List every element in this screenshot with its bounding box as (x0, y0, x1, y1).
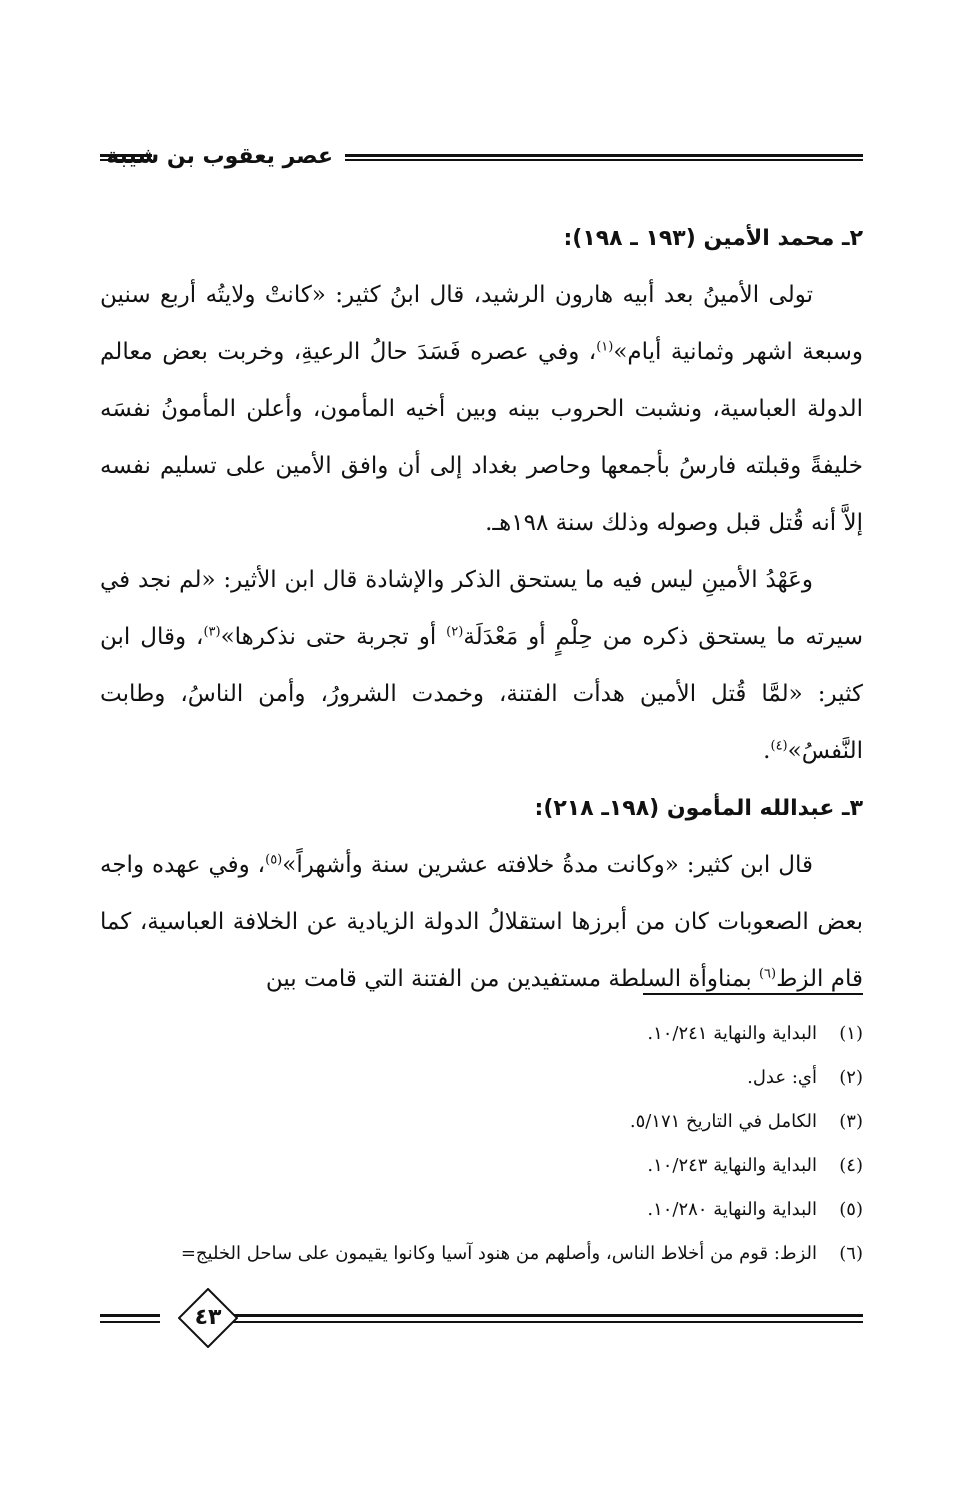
footnote-ref-1[interactable]: (١) (596, 339, 614, 355)
main-text (100, 210, 863, 1008)
header-rule-left (100, 154, 152, 161)
footer-rule-left (100, 1314, 160, 1323)
page-footer (100, 1288, 863, 1358)
footnote-item (100, 1100, 863, 1144)
paragraph-text: وعَهْدُ الأمينِ ليس فيه ما يستحق الذكر والإشادة قال ابن الأثير: «لم نجد في سيرته ما يستحق ذكره من حِلْمٍ أو مَعْدَلَة (100, 567, 863, 650)
running-header-title: عصر يعقوب بن شيبة (106, 144, 333, 169)
footnote-number: (١) (839, 1023, 863, 1044)
page-number: ٤٣ (194, 1305, 222, 1330)
footnote-item (100, 1144, 863, 1188)
footer-rule-right (233, 1314, 863, 1323)
footnote-ref-3[interactable]: (٣) (203, 624, 221, 640)
footnote-text: أي: عدل. (747, 1067, 817, 1088)
footnote-number: (٣) (839, 1111, 863, 1132)
footnotes (100, 1012, 863, 1276)
footnote-item (100, 1232, 863, 1276)
footnote-separator (643, 993, 863, 995)
footnote-number: (٢) (839, 1067, 863, 1088)
paragraph-text: . (763, 738, 771, 764)
footnote-text: البداية والنهاية ١٠/٢٨٠. (647, 1199, 817, 1220)
footnote-item (100, 1056, 863, 1100)
paragraph-text: ، وقال ابن كثير: «لمَّا قُتل الأمين هدأت الفتنة، وخمدت الشرورُ، وأمن الناسُ، وطابت النَّفسُ» (100, 624, 863, 764)
footnote-item (100, 1012, 863, 1056)
paragraph-text: ، وفي عصره فَسَدَ حالُ الرعيةِ، وخربت بعض معالم الدولة العباسية، ونشبت الحروب بينه وبين أخيه المأمون، وأعلن المأمونُ نفسَه خليفةً وقبلته فارسُ بأجمعها وحاصر بغداد إلى أن وافق الأمين على تسليم نفسه إلاَّ أنه قُتل قبل وصوله وذلك سنة ١٩٨هـ. (100, 339, 863, 536)
footnote-number: (٥) (839, 1199, 863, 1220)
section-heading-al-amin: ٢ـ محمد الأمين (١٩٣ ـ ١٩٨): (563, 226, 863, 251)
footnote-text: الزط: قوم من أخلاط الناس، وأصلهم من هنود آسيا وكانوا يقيمون على ساحل الخليج= (180, 1243, 817, 1264)
paragraph-al-amin-reign (100, 267, 863, 552)
paragraph-text: أو تجربة حتى نذكرها» (220, 624, 447, 650)
footnote-ref-4[interactable]: (٤) (770, 738, 788, 754)
running-header (100, 142, 863, 176)
header-rule-right (345, 154, 863, 161)
paragraph-text: قال ابن كثير: «وكانت مدةُ خلافته عشرين سنة وأشهراً» (282, 852, 813, 878)
footnote-ref-5[interactable]: (٥) (265, 852, 283, 868)
footnote-item (100, 1188, 863, 1232)
footnote-text: الكامل في التاريخ ٥/١٧١. (629, 1111, 817, 1132)
footnote-number: (٦) (839, 1243, 863, 1264)
footnote-text: البداية والنهاية ١٠/٢٤١. (647, 1023, 817, 1044)
paragraph-text: بمناوأة السلطة مستفيدين من الفتنة التي قامت بين (265, 966, 759, 992)
footnote-number: (٤) (839, 1155, 863, 1176)
section-heading-al-mamun: ٣ـ عبدالله المأمون (١٩٨ـ ٢١٨): (534, 796, 863, 821)
paragraph-al-amin-era (100, 552, 863, 780)
paragraph-text: تولى الأمينُ بعد أبيه هارون الرشيد، قال ابنُ كثير: «كانتْ ولايتُه أربع سنين وسبعة اشهر وثمانية أيام» (100, 282, 863, 365)
footnote-ref-6[interactable]: (٦) (758, 966, 777, 982)
footnote-ref-2[interactable]: (٢) (446, 624, 464, 640)
paragraph-al-mamun (100, 837, 863, 1008)
paragraph-text: ، وفي عهده واجه بعض الصعوبات كان من أبرزها استقلالُ الدولة الزيادية عن الخلافة العباسية، كما قام الزط (100, 852, 863, 992)
footnote-text: البداية والنهاية ١٠/٢٤٣. (647, 1155, 817, 1176)
